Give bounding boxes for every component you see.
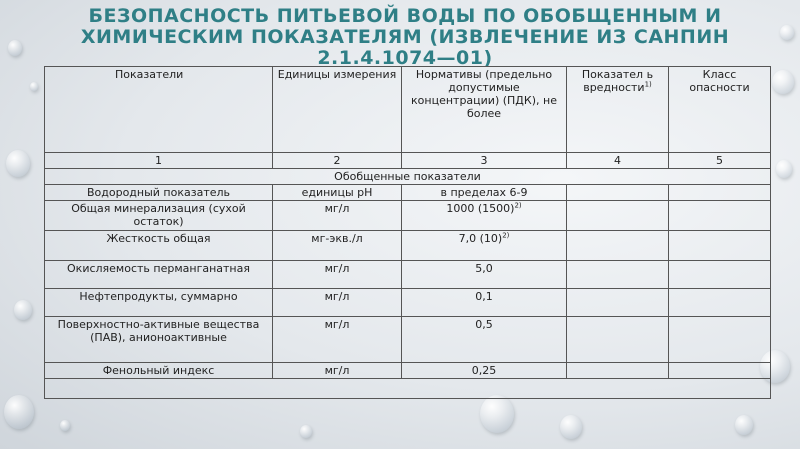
row-unit: мг/л	[273, 261, 402, 289]
water-drop-decoration	[8, 40, 22, 56]
column-number: 1	[45, 153, 273, 169]
table-row	[45, 201, 771, 231]
row-norm: 0,25	[402, 363, 567, 379]
row-harm	[567, 317, 669, 363]
column-number: 3	[402, 153, 567, 169]
row-class	[669, 261, 771, 289]
water-drop-decoration	[4, 395, 34, 429]
water-safety-table	[44, 66, 771, 399]
column-number: 5	[669, 153, 771, 169]
row-name: Жесткость общая	[45, 231, 273, 261]
row-class	[669, 363, 771, 379]
row-name: Окисляемость перманганатная	[45, 261, 273, 289]
row-norm-footnote: 2)	[514, 201, 522, 210]
row-unit: мг/л	[273, 317, 402, 363]
table-row	[45, 363, 771, 379]
column-number: 4	[567, 153, 669, 169]
row-class	[669, 185, 771, 201]
section-row	[45, 169, 771, 185]
row-harm	[567, 231, 669, 261]
column-number: 2	[273, 153, 402, 169]
header-harm	[567, 67, 669, 153]
table-row	[45, 185, 771, 201]
row-unit: мг/л	[273, 201, 402, 231]
empty-row	[45, 379, 771, 399]
water-drop-decoration	[780, 25, 794, 40]
row-class	[669, 289, 771, 317]
water-drop-decoration	[6, 150, 30, 177]
water-drop-decoration	[30, 82, 38, 91]
row-norm-value: 7,0 (10)	[458, 232, 503, 245]
header-harm-footnote: 1)	[644, 80, 652, 89]
water-drop-decoration	[14, 300, 32, 320]
row-name: Нефтепродукты, суммарно	[45, 289, 273, 317]
row-name: Водородный показатель	[45, 185, 273, 201]
row-norm	[402, 201, 567, 231]
row-harm	[567, 289, 669, 317]
header-class: Класс опасности	[669, 67, 771, 153]
row-norm: в пределах 6-9	[402, 185, 567, 201]
row-norm	[402, 231, 567, 261]
water-drop-decoration	[480, 395, 514, 433]
header-row	[45, 67, 771, 153]
row-class	[669, 317, 771, 363]
table-row	[45, 317, 771, 363]
water-drop-decoration	[60, 420, 70, 431]
row-norm-footnote: 2)	[502, 231, 510, 240]
row-harm	[567, 363, 669, 379]
row-unit: мг/л	[273, 289, 402, 317]
water-drop-decoration	[560, 415, 582, 439]
row-unit: мг-экв./л	[273, 231, 402, 261]
water-drop-decoration	[300, 425, 312, 438]
column-numbers-row	[45, 153, 771, 169]
row-harm	[567, 261, 669, 289]
row-harm	[567, 185, 669, 201]
water-drop-decoration	[776, 160, 792, 178]
section-title: Обобщенные показатели	[45, 169, 771, 185]
row-harm	[567, 201, 669, 231]
header-units: Единицы измерения	[273, 67, 402, 153]
header-indicator: Показатели	[45, 67, 273, 153]
row-norm: 0,1	[402, 289, 567, 317]
row-unit: мг/л	[273, 363, 402, 379]
row-unit: единицы pH	[273, 185, 402, 201]
header-harm-label: Показател ь вредности	[581, 68, 654, 94]
row-name: Общая минерализация (сухой остаток)	[45, 201, 273, 231]
table-row	[45, 289, 771, 317]
table-row	[45, 261, 771, 289]
table-row	[45, 231, 771, 261]
page-title: БЕЗОПАСНОСТЬ ПИТЬЕВОЙ ВОДЫ ПО ОБОБЩЕННЫМ И ХИМИЧЕСКИМ ПОКАЗАТЕЛЯМ (ИЗВЛЕЧЕНИЕ ИЗ САНПИН 2.1.4.1074—01)	[80, 5, 730, 69]
row-name: Фенольный индекс	[45, 363, 273, 379]
row-class	[669, 231, 771, 261]
row-norm: 0,5	[402, 317, 567, 363]
empty-cell	[45, 379, 771, 399]
row-norm-value: 1000 (1500)	[446, 202, 515, 215]
row-name: Поверхностно-активные вещества (ПАВ), анионоактивные	[45, 317, 273, 363]
water-drop-decoration	[735, 415, 753, 435]
header-norms: Нормативы (предельно допустимые концентрации) (ПДК), не более	[402, 67, 567, 153]
row-norm: 5,0	[402, 261, 567, 289]
water-drop-decoration	[772, 70, 794, 94]
row-class	[669, 201, 771, 231]
